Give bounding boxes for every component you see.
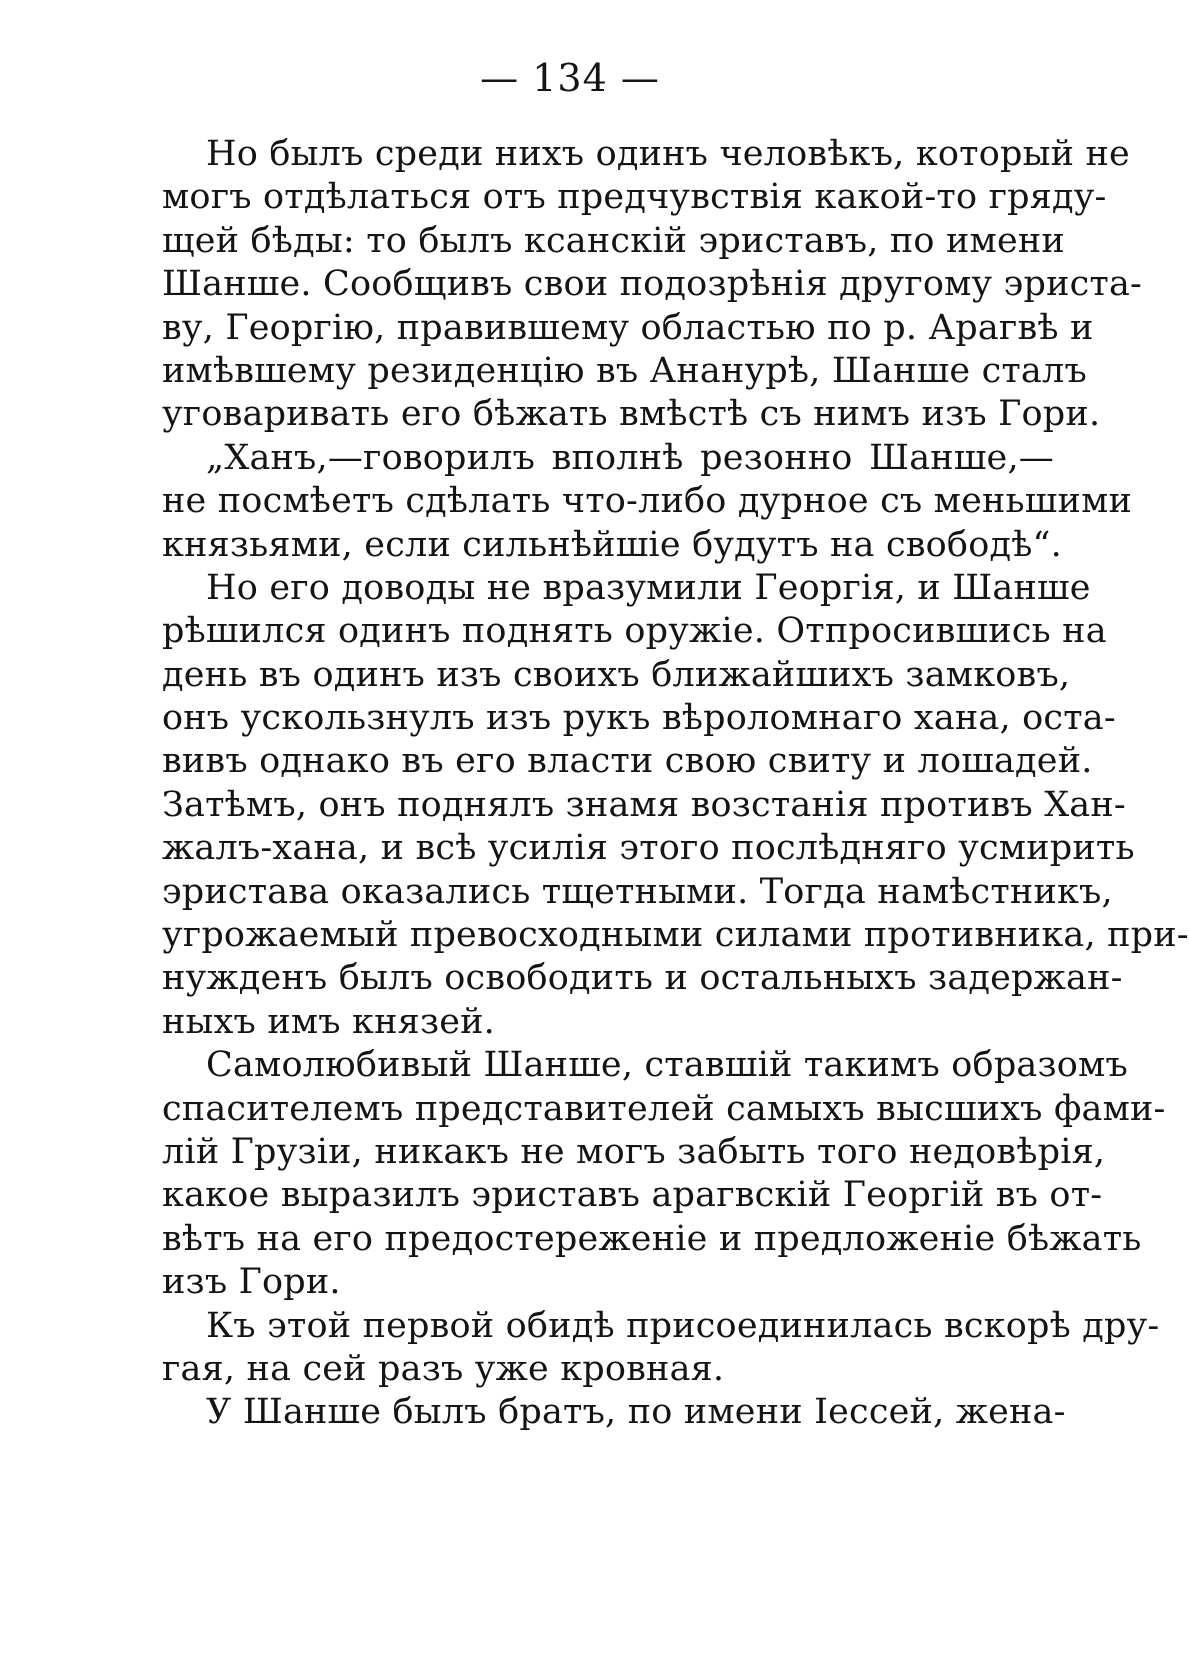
text-line: ныхъ имъ князей. bbox=[162, 1001, 495, 1042]
text-line: уговаривать его бѣжать вмѣстѣ съ нимъ изъ Гори. bbox=[162, 394, 1101, 435]
paragraph bbox=[162, 437, 1133, 567]
text-line: Къ этой первой обидѣ присоединилась вскорѣ дру- bbox=[206, 1305, 1160, 1346]
text-line: жалъ-хана, и всѣ усилія этого послѣдняго усмирить bbox=[162, 828, 1135, 869]
text-line: имѣвшему резиденцію въ Ананурѣ, Шанше сталъ bbox=[162, 350, 1087, 391]
text-line: рѣшился одинъ поднять оружіе. Отпросившись на bbox=[162, 611, 1107, 652]
text-line: угрожаемый превосходными силами противника, при- bbox=[162, 915, 1189, 956]
text-line: день въ одинъ изъ своихъ ближайшихъ замковъ, bbox=[162, 654, 1071, 695]
text-line: какое выразилъ эриставъ арагвскій Георгій въ от- bbox=[162, 1175, 1103, 1216]
text-line: щей бѣды: то былъ ксанскій эриставъ, по имени bbox=[162, 220, 1065, 261]
paragraph bbox=[162, 1391, 1066, 1434]
text-line: Затѣмъ, онъ поднялъ знамя возстанія противъ Хан- bbox=[162, 784, 1126, 825]
text-line: вѣтъ на его предостереженіе и предложеніе бѣжать bbox=[162, 1218, 1142, 1259]
text-line: Шанше. Сообщивъ свои подозрѣнія другому эриста- bbox=[162, 264, 1143, 305]
body-text bbox=[162, 133, 1189, 1435]
text-line: могъ отдѣлаться отъ предчувствія какой-то гряду- bbox=[162, 177, 1107, 218]
text-line: изъ Гори. bbox=[162, 1262, 341, 1303]
text-line: онъ ускользнулъ изъ рукъ вѣроломнаго хана, оста- bbox=[162, 698, 1116, 739]
text-line: У Шанше былъ братъ, по имени Іессей, жена- bbox=[206, 1392, 1066, 1433]
text-line: лій Грузіи, никакъ не могъ забыть того недовѣрія, bbox=[162, 1131, 1106, 1172]
text-line: нужденъ былъ освободить и остальныхъ задержан- bbox=[162, 958, 1123, 999]
text-line: эристава оказались тщетными. Тогда намѣстникъ, bbox=[162, 871, 1113, 912]
paragraph bbox=[162, 1305, 1160, 1392]
text-line: Но былъ среди нихъ одинъ человѣкъ, который не bbox=[206, 134, 1130, 174]
text-line: „Ханъ,—говорилъ вполнѣ резонно Шанше,— bbox=[206, 437, 1054, 478]
text-line: спасителемъ представителей самыхъ высшихъ фами- bbox=[162, 1088, 1166, 1129]
text-line: князьями, если сильнѣйшіе будутъ на свободѣ“. bbox=[162, 524, 1062, 565]
text-line: Но его доводы не вразумили Георгія, и Шанше bbox=[206, 567, 1091, 608]
page-number: — 134 — bbox=[480, 56, 660, 100]
text-line: не посмѣетъ сдѣлать что-либо дурное съ меньшими bbox=[162, 481, 1133, 522]
text-line: ву, Георгію, правившему областью по р. Арагвѣ и bbox=[162, 307, 1094, 348]
paragraph bbox=[162, 567, 1189, 1044]
text-line: гая, на сей разъ уже кровная. bbox=[162, 1348, 725, 1389]
paragraph bbox=[162, 133, 1143, 437]
paragraph bbox=[162, 1044, 1166, 1304]
text-line: вивъ однако въ его власти свою свиту и лошадей. bbox=[162, 741, 1093, 782]
text-line: Самолюбивый Шанше, ставшій такимъ образомъ bbox=[206, 1045, 1128, 1086]
